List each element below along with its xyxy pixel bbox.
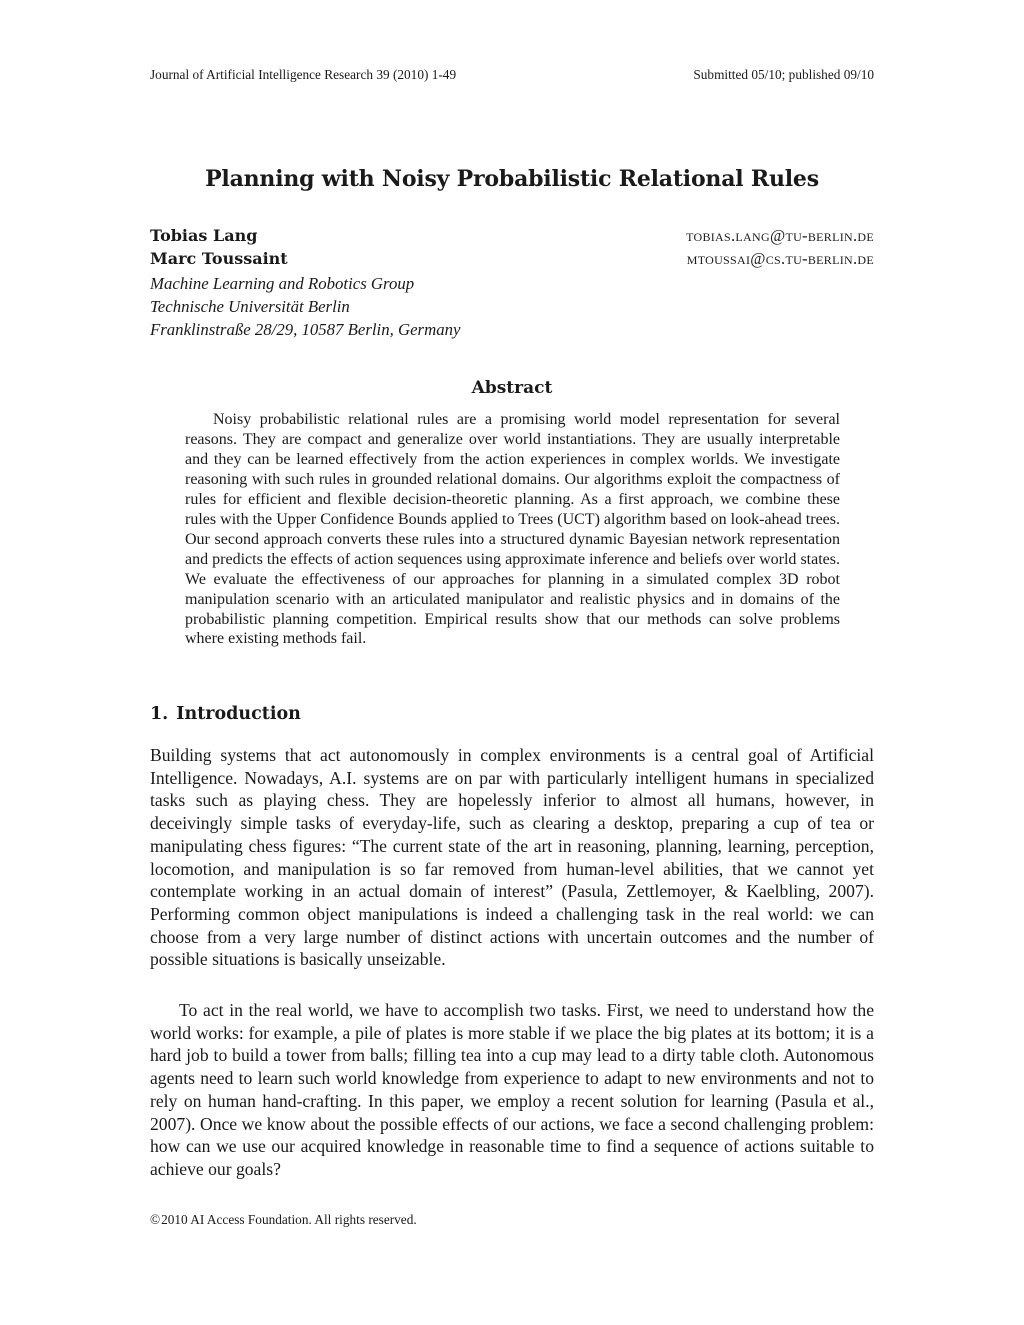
abstract-heading: Abstract (471, 378, 553, 398)
author-row (150, 249, 874, 272)
author-name: Marc Toussaint (150, 249, 288, 268)
body-paragraph: Building systems that act autonomously in complex environments is a central goal of Artificial Intelligence. Nowadays, A.I. systems are on par with particularly intelligent humans in specialized tasks such as playing chess. They are hopelessly inferior to almost all humans, however, in deceivingly simple tasks of everyday-life, such as clearing a desktop, preparing a cup of tea or manipulating chess figures: “The current state of the art in reasoning, planning, learning, perception, locomotion, and manipulation is so far removed from human-level abilities, that we cannot yet contemplate working in an actual domain of interest” (Pasula, Zettlemoyer, & Kaelbling, 2007). Performing common object manipulations is indeed a challenging task in the real world: we can choose from a very large number of distinct actions with uncertain outcomes and the number of possible situations is basically unseizable. (150, 745, 874, 970)
paper-page (150, 0, 874, 1325)
affiliation-group: Machine Learning and Robotics Group (150, 274, 415, 293)
section-title: Introduction (176, 704, 301, 724)
body-paragraph: To act in the real world, we have to accomplish two tasks. First, we need to understand how the world works: for example, a pile of plates is more stable if we place the big plates at its bottom; it is a hard job to build a tower from balls; filling tea into a cup may lead to a dirty table cloth. Autonomous agents need to learn such world knowledge from experience to adapt to new environments and not to rely on human hand-crafting. In this paper, we employ a recent solution for learning (Pasula et al., 2007). Once we know about the possible effects of our actions, we face a second challenging problem: how can we use our acquired knowledge in reasonable time to find a sequence of actions suitable to achieve our goals? (150, 1000, 874, 1179)
affiliation-university: Technische Universität Berlin (150, 297, 350, 316)
copyright-footer (150, 1212, 417, 1228)
author-email: mtoussai@cs.tu-berlin.de (686, 249, 874, 268)
author-row (150, 226, 874, 249)
journal-citation: Journal of Artificial Intelligence Research 39 (2010) 1-49 (150, 67, 457, 82)
author-block (150, 226, 874, 341)
section-heading (150, 704, 301, 724)
submission-dates: Submitted 05/10; published 09/10 (693, 67, 874, 82)
author-email: tobias.lang@tu-berlin.de (686, 226, 874, 245)
running-header (150, 67, 874, 83)
section-number: 1. (150, 704, 169, 724)
paper-title: Planning with Noisy Probabilistic Relational Rules (205, 166, 819, 192)
abstract-text: Noisy probabilistic relational rules are a promising world model representation for several reasons. They are compact and generalize over world instantiations. They are usually interpretable and they can be learned effectively from the action experiences in complex worlds. We investigate reasoning with such rules in grounded relational domains. Our algorithms exploit the compactness of rules for efficient and flexible decision-theoretic planning. As a first approach, we combine these rules with the Upper Confidence Bounds applied to Trees (UCT) algorithm based on look-ahead trees. Our second approach converts these rules into a structured dynamic Bayesian network representation and predicts the effects of action sequences using approximate inference and beliefs over world states. We evaluate the effectiveness of our approaches for planning in a simulated complex 3D robot manipulation scenario with an articulated manipulator and realistic physics and in domains of the probabilistic planning competition. Empirical results show that our methods can solve problems where existing methods fail. (185, 411, 840, 648)
affiliation-address: Franklinstraße 28/29, 10587 Berlin, Germany (150, 320, 461, 339)
copyright-text: 2010 AI Access Foundation. All rights reserved. (161, 1212, 417, 1227)
copyright-icon: © (150, 1212, 161, 1227)
author-name: Tobias Lang (150, 226, 258, 245)
